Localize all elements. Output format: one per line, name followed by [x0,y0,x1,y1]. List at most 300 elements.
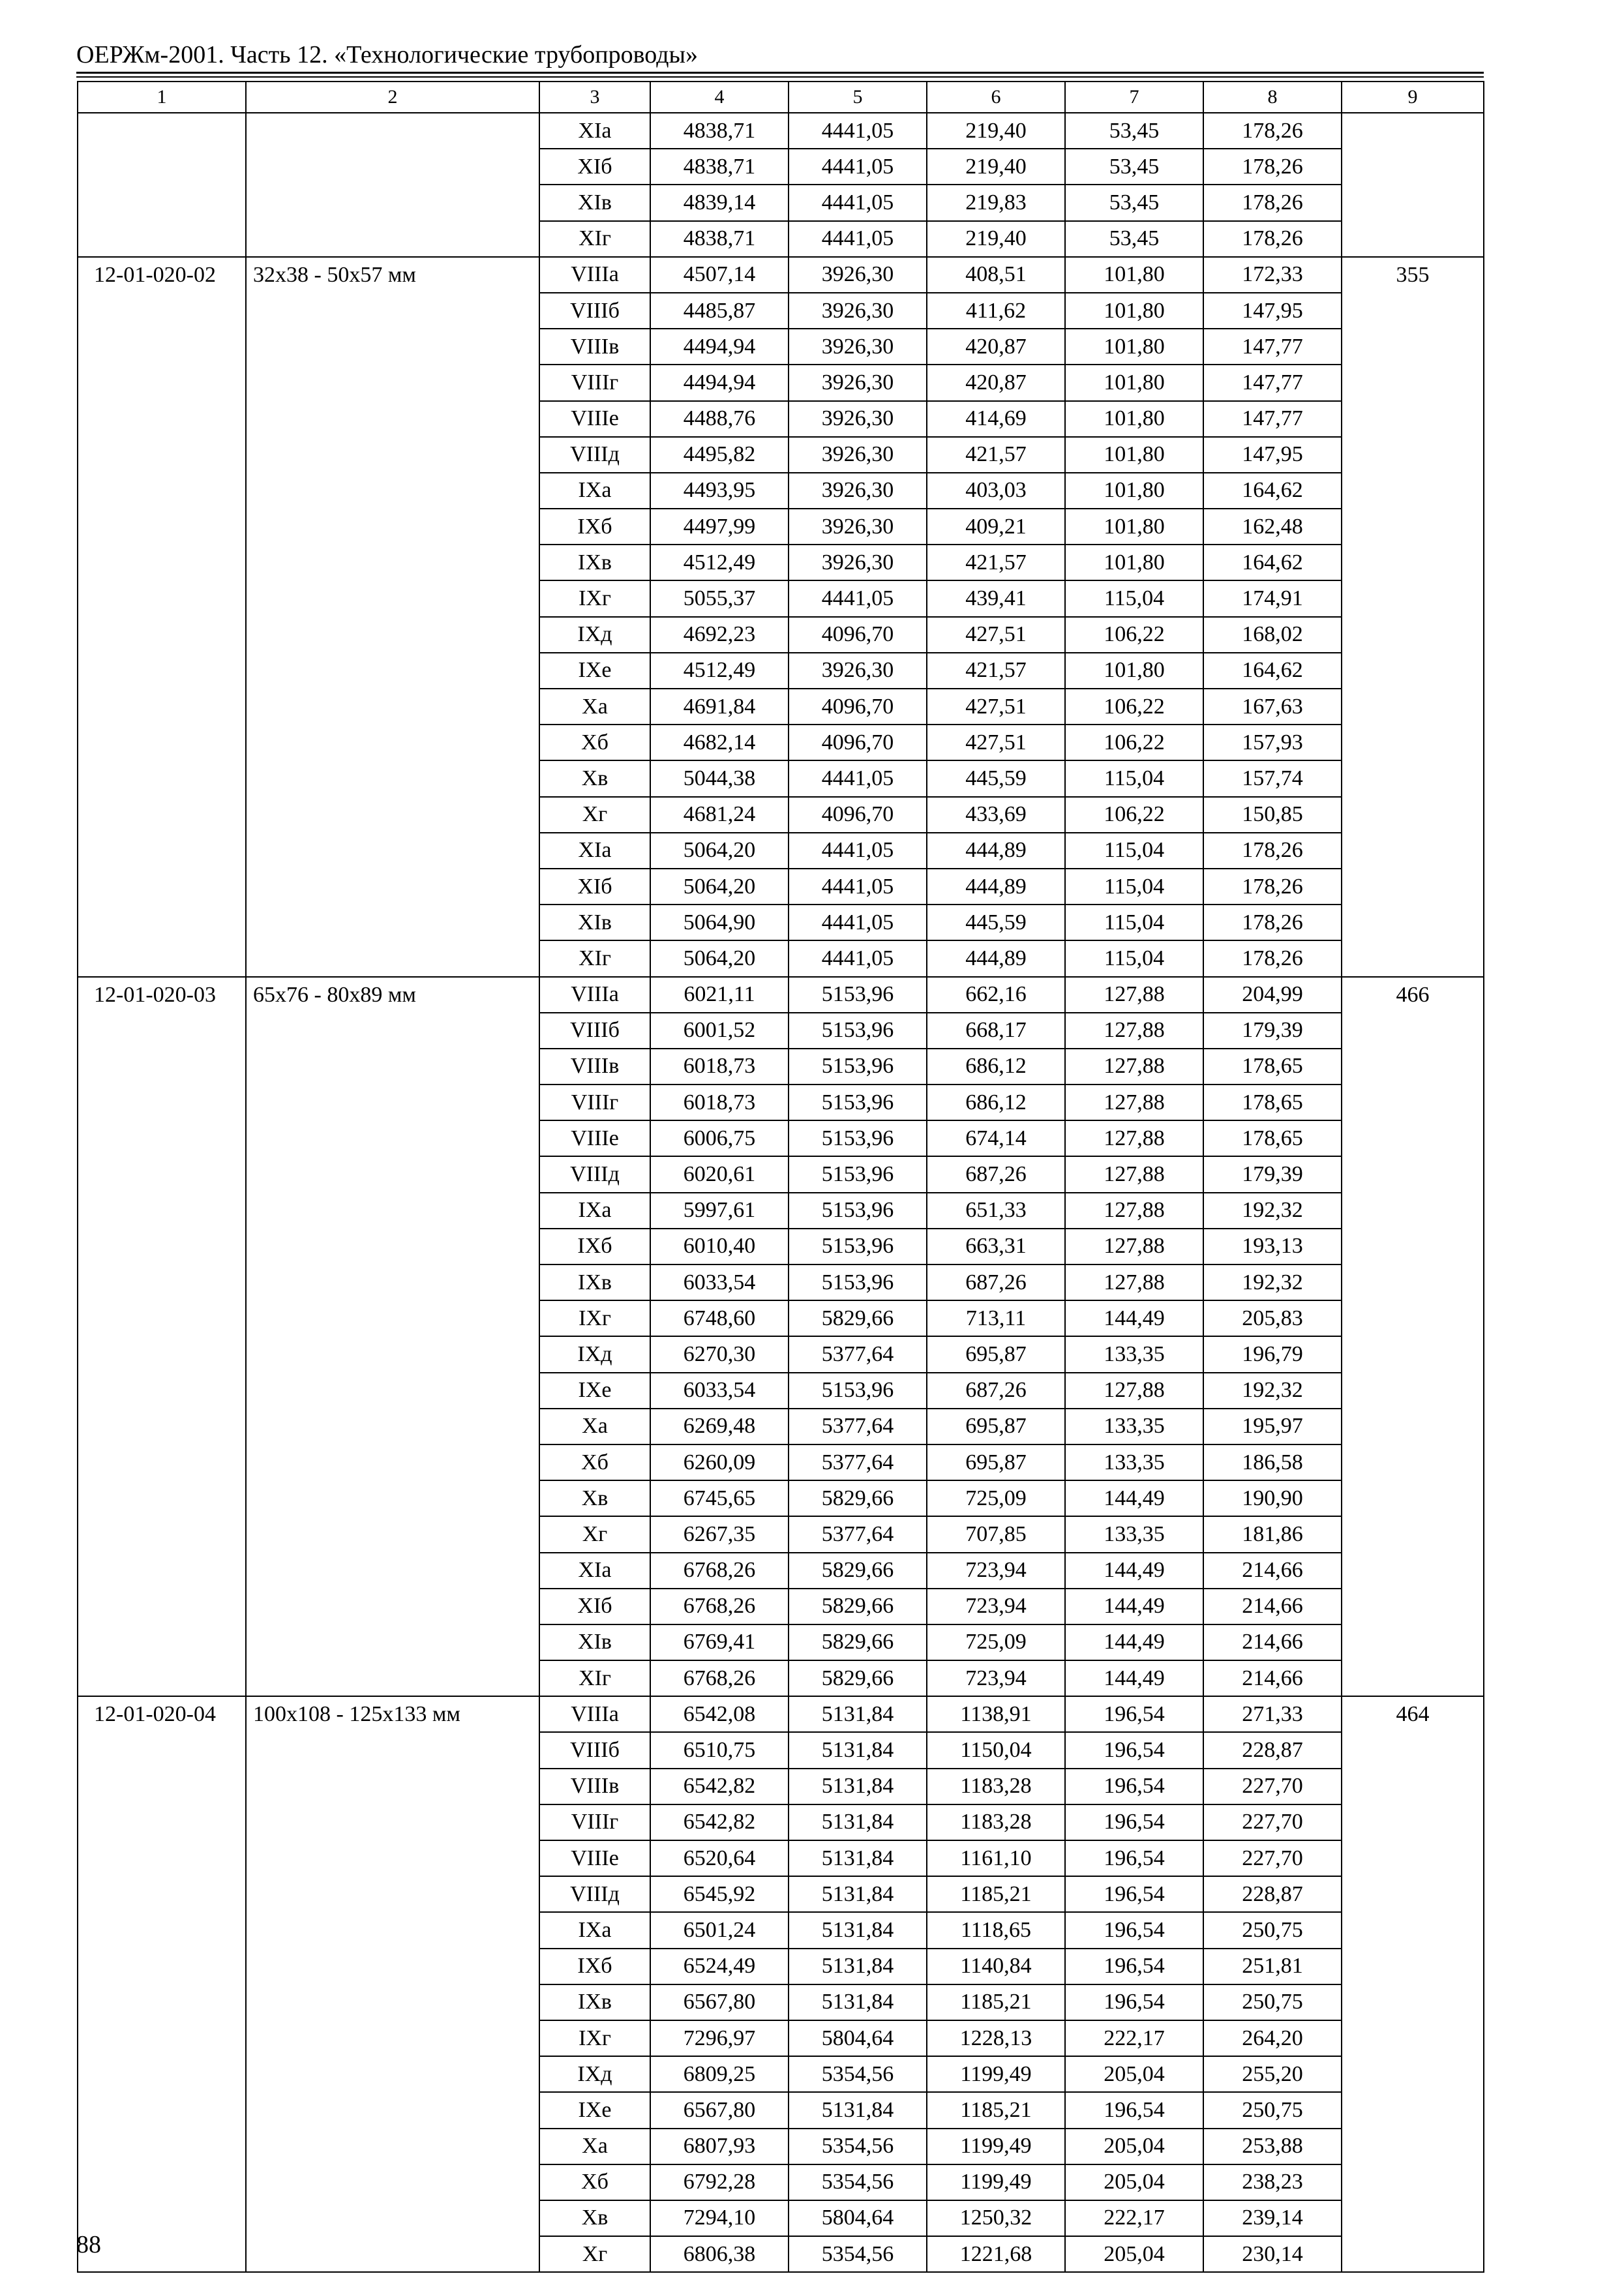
value-cell: 725,09 [927,1480,1065,1516]
value-cell: 6748,60 [650,1300,789,1336]
value-cell: 196,54 [1065,2092,1203,2128]
value-cell: 4441,05 [789,869,927,905]
value-cell: 196,54 [1065,1984,1203,2020]
value-cell: 6768,26 [650,1553,789,1589]
value-cell: 5377,64 [789,1516,927,1552]
category-cell: Xв [539,1480,650,1516]
table-body [78,82,1484,2272]
value-cell: 1150,04 [927,1732,1065,1768]
value-cell: 3926,30 [789,653,927,689]
value-cell: 4441,05 [789,221,927,257]
category-cell: Xв [539,2200,650,2236]
value-cell: 695,87 [927,1336,1065,1372]
value-cell: 686,12 [927,1085,1065,1120]
value-cell: 219,40 [927,113,1065,149]
value-cell: 144,49 [1065,1624,1203,1660]
category-cell: VIIIг [539,1085,650,1120]
value-cell: 5131,84 [789,1949,927,1984]
value-cell: 228,87 [1203,1732,1342,1768]
value-cell: 420,87 [927,329,1065,365]
category-cell: IXе [539,1373,650,1409]
value-cell: 178,26 [1203,833,1342,869]
value-cell: 219,40 [927,221,1065,257]
category-cell: IXа [539,473,650,509]
value-cell: 3926,30 [789,293,927,329]
value-cell: 127,88 [1065,1229,1203,1264]
value-cell: 5064,90 [650,905,789,940]
value-cell: 4692,23 [650,617,789,653]
value-cell: 5064,20 [650,940,789,976]
category-cell: XIб [539,869,650,905]
category-cell: VIIIв [539,1049,650,1085]
value-cell: 1185,21 [927,1984,1065,2020]
category-cell: VIIIб [539,1013,650,1049]
value-cell: 196,54 [1065,1732,1203,1768]
category-cell: VIIIа [539,1696,650,1732]
value-cell: 4441,05 [789,833,927,869]
value-cell: 5829,66 [789,1480,927,1516]
value-cell: 196,54 [1065,1804,1203,1840]
column-number: 4 [650,82,789,113]
value-cell: 101,80 [1065,293,1203,329]
value-cell: 4838,71 [650,221,789,257]
category-cell: XIв [539,905,650,940]
rate-code-cell: 12-01-020-02 [78,257,246,977]
value-cell: 5131,84 [789,1912,927,1948]
category-cell: Xг [539,1516,650,1552]
value-cell: 6745,65 [650,1480,789,1516]
value-cell: 162,48 [1203,509,1342,545]
value-cell: 127,88 [1065,1120,1203,1156]
category-cell: Xв [539,760,650,796]
value-cell: 178,65 [1203,1049,1342,1085]
value-cell: 409,21 [927,509,1065,545]
value-cell: 133,35 [1065,1444,1203,1480]
category-cell: IXб [539,1229,650,1264]
value-cell: 3926,30 [789,545,927,580]
value-cell: 164,62 [1203,653,1342,689]
value-cell: 196,54 [1065,1949,1203,1984]
table-row [78,977,1484,1013]
value-cell: 4441,05 [789,905,927,940]
value-cell: 5131,84 [789,1769,927,1804]
value-cell: 3926,30 [789,437,927,473]
value-cell: 6020,61 [650,1156,789,1192]
value-cell: 101,80 [1065,329,1203,365]
table-row [78,113,1484,149]
value-cell: 5131,84 [789,1984,927,2020]
rate-description-cell: 65x76 - 80x89 мм [246,977,539,1697]
value-cell: 106,22 [1065,725,1203,760]
value-cell: 5997,61 [650,1193,789,1229]
value-cell: 6033,54 [650,1264,789,1300]
header-rule-thick [76,72,1484,74]
category-cell: IXа [539,1912,650,1948]
value-cell: 6792,28 [650,2164,789,2200]
value-cell: 5153,96 [789,1373,927,1409]
value-cell: 445,59 [927,760,1065,796]
page-header-title: ОЕРЖм-2001. Часть 12. «Технологические трубопроводы» [76,41,699,68]
value-cell: 5153,96 [789,1193,927,1229]
rates-table [77,81,1484,2273]
column-number: 3 [539,82,650,113]
value-cell: 115,04 [1065,580,1203,616]
value-cell: 4838,71 [650,149,789,185]
value-cell: 192,32 [1203,1264,1342,1300]
value-cell: 5153,96 [789,1156,927,1192]
value-cell: 53,45 [1065,221,1203,257]
value-cell: 686,12 [927,1049,1065,1085]
column-number: 7 [1065,82,1203,113]
value-cell: 1185,21 [927,2092,1065,2128]
value-cell: 6809,25 [650,2056,789,2092]
value-cell: 5064,20 [650,869,789,905]
value-cell: 420,87 [927,365,1065,400]
value-cell: 5055,37 [650,580,789,616]
header-rule-thin [76,76,1484,78]
value-cell: 5354,56 [789,2056,927,2092]
rate-code-cell [78,113,246,257]
value-cell: 115,04 [1065,905,1203,940]
value-cell: 6807,93 [650,2129,789,2164]
rate-description-cell [246,113,539,257]
rate-code-cell: 12-01-020-03 [78,977,246,1697]
category-cell: IXб [539,509,650,545]
value-cell: 6033,54 [650,1373,789,1409]
value-cell: 1221,68 [927,2236,1065,2272]
value-cell: 5153,96 [789,1013,927,1049]
value-cell: 5131,84 [789,1696,927,1732]
value-cell: 4839,14 [650,185,789,220]
value-cell: 6018,73 [650,1085,789,1120]
value-cell: 227,70 [1203,1769,1342,1804]
value-cell: 6001,52 [650,1013,789,1049]
value-cell: 421,57 [927,437,1065,473]
value-cell: 196,54 [1065,1840,1203,1876]
value-cell: 238,23 [1203,2164,1342,2200]
value-cell: 101,80 [1065,401,1203,437]
value-cell: 5131,84 [789,1732,927,1768]
value-cell: 6806,38 [650,2236,789,2272]
value-cell: 5131,84 [789,1840,927,1876]
category-cell: IXд [539,617,650,653]
value-cell: 106,22 [1065,617,1203,653]
column-number: 1 [78,82,246,113]
category-cell: IXб [539,1949,650,1984]
value-cell: 4493,95 [650,473,789,509]
category-cell: VIIIе [539,1120,650,1156]
value-cell: 4494,94 [650,329,789,365]
value-cell: 7296,97 [650,2020,789,2056]
value-cell: 192,32 [1203,1373,1342,1409]
value-cell: 4507,14 [650,257,789,293]
value-cell: 427,51 [927,617,1065,653]
value-cell: 190,90 [1203,1480,1342,1516]
value-cell: 5829,66 [789,1589,927,1624]
value-cell: 228,87 [1203,1876,1342,1912]
value-cell: 6542,08 [650,1696,789,1732]
value-cell: 222,17 [1065,2020,1203,2056]
value-cell: 687,26 [927,1373,1065,1409]
value-cell: 5153,96 [789,1120,927,1156]
value-cell: 6524,49 [650,1949,789,1984]
value-cell: 6010,40 [650,1229,789,1264]
value-cell: 133,35 [1065,1409,1203,1444]
value-cell: 674,14 [927,1120,1065,1156]
value-cell: 250,75 [1203,2092,1342,2128]
value-cell: 5153,96 [789,1229,927,1264]
value-cell: 4512,49 [650,653,789,689]
value-cell: 205,04 [1065,2236,1203,2272]
table-row [78,257,1484,293]
category-cell: IXд [539,1336,650,1372]
category-cell: VIIIг [539,1804,650,1840]
value-cell: 4488,76 [650,401,789,437]
value-cell: 250,75 [1203,1984,1342,2020]
value-cell: 4441,05 [789,940,927,976]
value-cell: 115,04 [1065,869,1203,905]
value-cell: 196,54 [1065,1769,1203,1804]
value-cell: 427,51 [927,689,1065,725]
value-cell: 144,49 [1065,1480,1203,1516]
value-cell: 439,41 [927,580,1065,616]
value-cell: 178,26 [1203,149,1342,185]
value-cell: 1183,28 [927,1804,1065,1840]
value-cell: 663,31 [927,1229,1065,1264]
value-cell: 1199,49 [927,2129,1065,2164]
value-cell: 414,69 [927,401,1065,437]
value-cell: 6768,26 [650,1589,789,1624]
category-cell: IXе [539,2092,650,2128]
value-cell: 168,02 [1203,617,1342,653]
value-cell: 147,77 [1203,365,1342,400]
value-cell: 214,66 [1203,1589,1342,1624]
value-cell: 403,03 [927,473,1065,509]
category-cell: VIIIа [539,977,650,1013]
value-cell: 133,35 [1065,1516,1203,1552]
value-cell: 6567,80 [650,2092,789,2128]
category-cell: Xб [539,2164,650,2200]
value-cell: 174,91 [1203,580,1342,616]
column-number: 2 [246,82,539,113]
value-cell: 178,26 [1203,113,1342,149]
value-cell: 271,33 [1203,1696,1342,1732]
value-cell: 222,17 [1065,2200,1203,2236]
category-cell: XIа [539,1553,650,1589]
value-cell: 445,59 [927,905,1065,940]
value-cell: 7294,10 [650,2200,789,2236]
value-cell: 115,04 [1065,760,1203,796]
value-cell: 5354,56 [789,2129,927,2164]
value-cell: 421,57 [927,653,1065,689]
value-cell: 219,40 [927,149,1065,185]
value-cell: 1183,28 [927,1769,1065,1804]
value-cell: 144,49 [1065,1660,1203,1696]
value-cell: 4512,49 [650,545,789,580]
value-cell: 106,22 [1065,689,1203,725]
category-cell: XIг [539,1660,650,1696]
value-cell: 115,04 [1065,833,1203,869]
value-cell: 5131,84 [789,1804,927,1840]
value-cell: 219,83 [927,185,1065,220]
value-cell: 6006,75 [650,1120,789,1156]
value-cell: 255,20 [1203,2056,1342,2092]
value-cell: 707,85 [927,1516,1065,1552]
value-cell: 444,89 [927,833,1065,869]
value-cell: 6542,82 [650,1769,789,1804]
column-9-cell: 466 [1342,977,1484,1697]
column-number: 5 [789,82,927,113]
value-cell: 3926,30 [789,329,927,365]
value-cell: 101,80 [1065,653,1203,689]
column-number: 8 [1203,82,1342,113]
value-cell: 5153,96 [789,977,927,1013]
value-cell: 713,11 [927,1300,1065,1336]
category-cell: IXв [539,545,650,580]
category-cell: IXе [539,653,650,689]
value-cell: 251,81 [1203,1949,1342,1984]
value-cell: 178,26 [1203,221,1342,257]
value-cell: 214,66 [1203,1553,1342,1589]
value-cell: 5153,96 [789,1049,927,1085]
value-cell: 5377,64 [789,1409,927,1444]
value-cell: 4441,05 [789,185,927,220]
value-cell: 5354,56 [789,2164,927,2200]
value-cell: 6510,75 [650,1732,789,1768]
value-cell: 6768,26 [650,1660,789,1696]
value-cell: 651,33 [927,1193,1065,1229]
value-cell: 179,39 [1203,1013,1342,1049]
value-cell: 444,89 [927,869,1065,905]
value-cell: 6520,64 [650,1840,789,1876]
value-cell: 5153,96 [789,1085,927,1120]
category-cell: XIб [539,149,650,185]
value-cell: 127,88 [1065,1013,1203,1049]
value-cell: 4096,70 [789,797,927,833]
value-cell: 106,22 [1065,797,1203,833]
value-cell: 147,77 [1203,401,1342,437]
value-cell: 127,88 [1065,1049,1203,1085]
value-cell: 3926,30 [789,509,927,545]
value-cell: 3926,30 [789,257,927,293]
value-cell: 53,45 [1065,149,1203,185]
value-cell: 4441,05 [789,760,927,796]
value-cell: 421,57 [927,545,1065,580]
category-cell: IXг [539,580,650,616]
value-cell: 181,86 [1203,1516,1342,1552]
value-cell: 4096,70 [789,617,927,653]
value-cell: 6260,09 [650,1444,789,1480]
value-cell: 1140,84 [927,1949,1065,1984]
category-cell: VIIIе [539,1840,650,1876]
value-cell: 147,95 [1203,293,1342,329]
value-cell: 4494,94 [650,365,789,400]
value-cell: 5804,64 [789,2020,927,2056]
value-cell: 4682,14 [650,725,789,760]
column-9-cell [1342,113,1484,257]
value-cell: 662,16 [927,977,1065,1013]
category-cell: XIб [539,1589,650,1624]
category-cell: IXд [539,2056,650,2092]
value-cell: 164,62 [1203,545,1342,580]
value-cell: 6021,11 [650,977,789,1013]
value-cell: 3926,30 [789,401,927,437]
value-cell: 1118,65 [927,1912,1065,1948]
value-cell: 6269,48 [650,1409,789,1444]
value-cell: 144,49 [1065,1553,1203,1589]
page-number: 88 [76,2231,101,2258]
value-cell: 3926,30 [789,365,927,400]
category-cell: XIв [539,185,650,220]
category-cell: Xб [539,1444,650,1480]
value-cell: 239,14 [1203,2200,1342,2236]
category-cell: Xг [539,797,650,833]
value-cell: 178,65 [1203,1120,1342,1156]
value-cell: 5829,66 [789,1300,927,1336]
value-cell: 164,62 [1203,473,1342,509]
value-cell: 6567,80 [650,1984,789,2020]
value-cell: 6267,35 [650,1516,789,1552]
category-cell: VIIIв [539,329,650,365]
category-cell: Xа [539,2129,650,2164]
value-cell: 230,14 [1203,2236,1342,2272]
value-cell: 5153,96 [789,1264,927,1300]
value-cell: 186,58 [1203,1444,1342,1480]
value-cell: 53,45 [1065,113,1203,149]
value-cell: 178,26 [1203,185,1342,220]
category-cell: Xб [539,725,650,760]
value-cell: 695,87 [927,1409,1065,1444]
value-cell: 205,04 [1065,2056,1203,2092]
value-cell: 53,45 [1065,185,1203,220]
value-cell: 5804,64 [789,2200,927,2236]
category-cell: VIIIб [539,293,650,329]
category-cell: XIг [539,940,650,976]
value-cell: 101,80 [1065,473,1203,509]
category-cell: XIа [539,113,650,149]
value-cell: 167,63 [1203,689,1342,725]
value-cell: 5377,64 [789,1444,927,1480]
value-cell: 196,54 [1065,1696,1203,1732]
value-cell: 6545,92 [650,1876,789,1912]
value-cell: 687,26 [927,1156,1065,1192]
category-cell: Xа [539,1409,650,1444]
value-cell: 147,77 [1203,329,1342,365]
category-cell: VIIIа [539,257,650,293]
value-cell: 1199,49 [927,2164,1065,2200]
category-cell: IXв [539,1984,650,2020]
value-cell: 723,94 [927,1553,1065,1589]
value-cell: 178,26 [1203,869,1342,905]
value-cell: 227,70 [1203,1804,1342,1840]
column-number-row [78,82,1484,113]
value-cell: 4485,87 [650,293,789,329]
value-cell: 4441,05 [789,113,927,149]
value-cell: 101,80 [1065,257,1203,293]
value-cell: 433,69 [927,797,1065,833]
value-cell: 4691,84 [650,689,789,725]
category-cell: XIа [539,833,650,869]
value-cell: 192,32 [1203,1193,1342,1229]
category-cell: IXв [539,1264,650,1300]
value-cell: 4441,05 [789,580,927,616]
value-cell: 178,26 [1203,940,1342,976]
value-cell: 723,94 [927,1660,1065,1696]
value-cell: 695,87 [927,1444,1065,1480]
value-cell: 253,88 [1203,2129,1342,2164]
rate-description-cell: 100x108 - 125x133 мм [246,1696,539,2272]
category-cell: IXг [539,2020,650,2056]
